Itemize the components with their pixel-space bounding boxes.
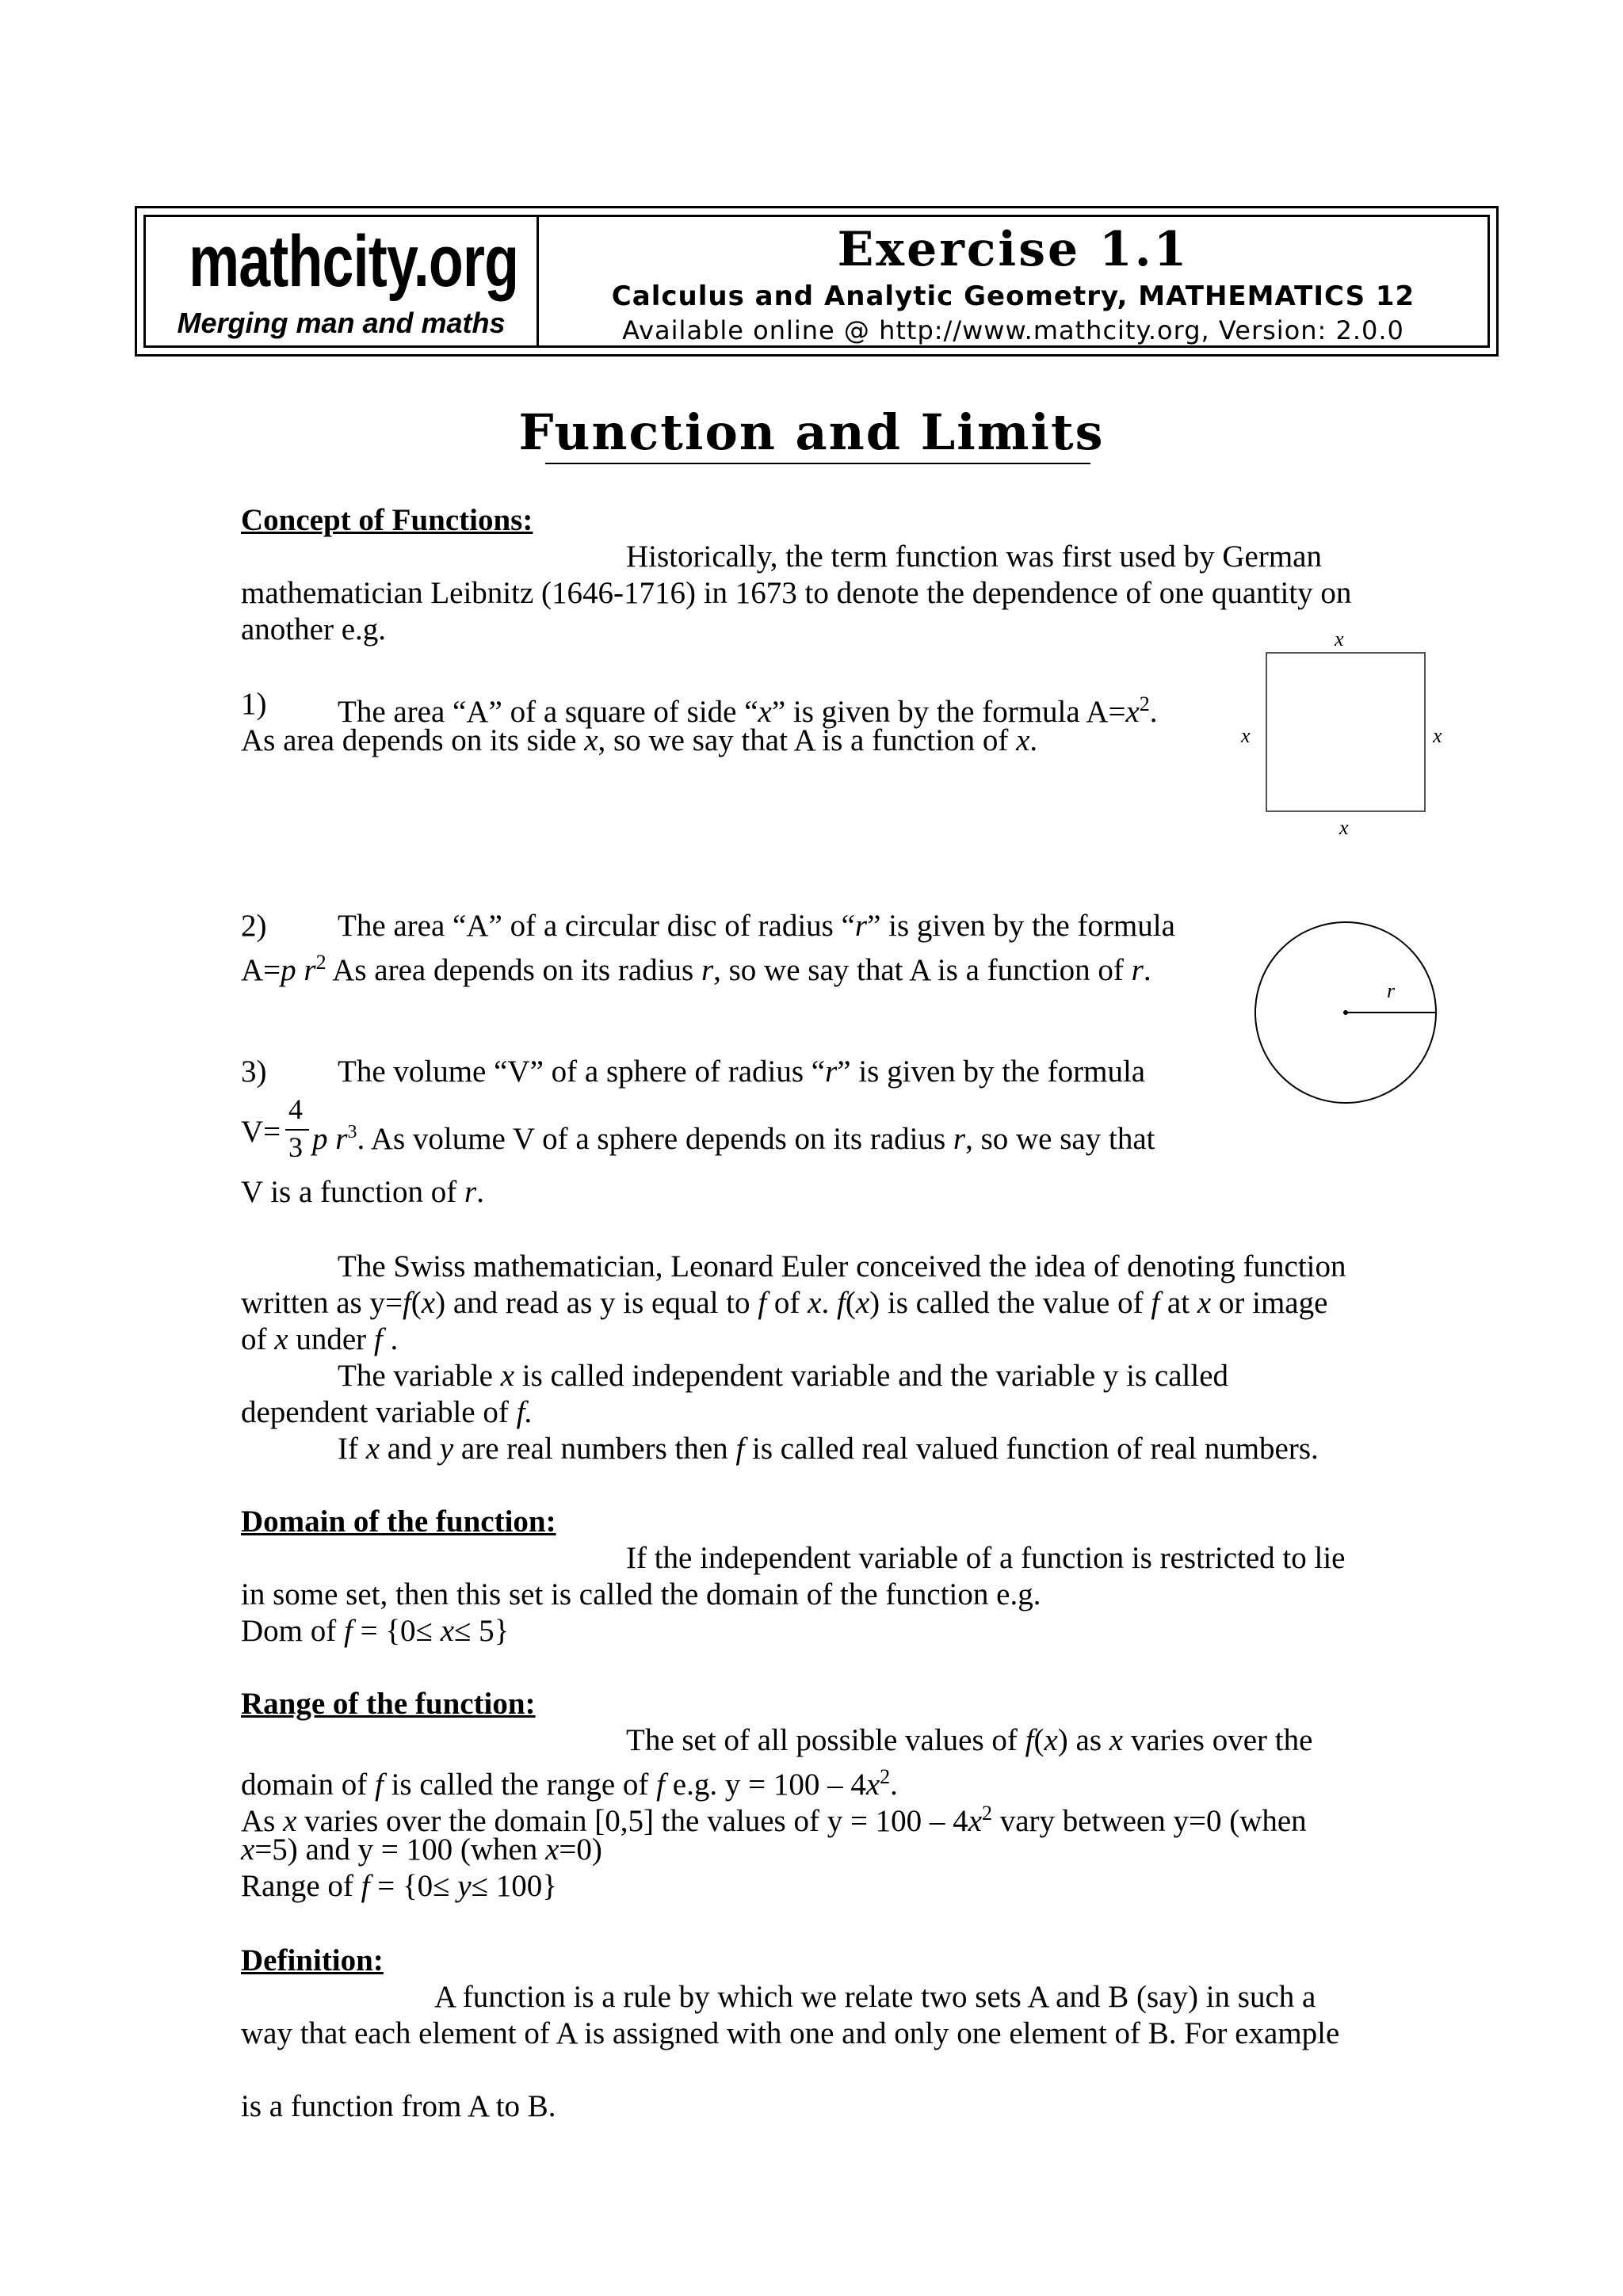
site-tagline: Merging man and maths [177, 307, 506, 339]
range-line-2: domain of f is called the range of f e.g. $y = 100 - 4x^2$. [241, 1765, 898, 1802]
euler-line-2: written as y=f(x) and read as y is equal to f of x. f(x) is called the value of f at x or image [241, 1286, 1328, 1320]
range-line-5: Range of f = {0≤ y≤ 100} [241, 1869, 558, 1903]
square-label-top: x [1335, 627, 1344, 650]
square-shape [1266, 653, 1425, 811]
variable-line-1: The variable x is called independent variable and the variable y is called [338, 1359, 1229, 1393]
section-heading-concept: Concept of Functions: [241, 503, 533, 537]
center-point [1343, 1010, 1348, 1015]
concept-line-2: mathematician Leibnitz (1646-1716) in 1673 to denote the dependence of one quantity on [241, 576, 1352, 610]
header-inner-frame [143, 215, 1490, 348]
exercise-title: Exercise 1.1 [837, 222, 1190, 277]
circle-radius-label: r [1387, 979, 1396, 1002]
real-valued-line: If x and y are real numbers then f is called real valued function of real numbers. [338, 1432, 1319, 1466]
item1-line-2: As area depends on its side x, so we say that A is a function of x. [241, 723, 1038, 757]
definition-line-1: A function is a rule by which we relate two sets A and B (say) in such a [434, 1980, 1316, 2014]
definition-line-2: way that each element of A is assigned with one and only one element of B. For example [241, 2016, 1340, 2050]
item-number-2: 2) [241, 909, 267, 943]
site-logo: mathcity.org [189, 221, 519, 302]
item3-line-1: The volume “V” of a sphere of radius “r” is given by the formula [338, 1055, 1146, 1089]
fraction-bar [285, 1129, 309, 1131]
exercise-subtitle: Calculus and Analytic Geometry, MATHEMATICS 12 [611, 280, 1415, 312]
variable-line-2: dependent variable of f. [241, 1395, 533, 1429]
exercise-online-info: Available online @ http://www.mathcity.org, Version: 2.0.0 [622, 315, 1404, 345]
euler-line-3: of x under f . [241, 1322, 399, 1356]
title-underline [545, 463, 1090, 464]
euler-line-1: The Swiss mathematician, Leonard Euler conceived the idea of denoting function [338, 1249, 1346, 1283]
item2-line-1: The area “A” of a circular disc of radius “r” is given by the formula [338, 909, 1175, 943]
concept-line-1: Historically, the term function was first used by German [626, 540, 1322, 574]
section-heading-domain: Domain of the function: [241, 1505, 556, 1539]
circle-figure [1252, 919, 1442, 1109]
fraction-denominator: 3 [288, 1131, 303, 1163]
range-line-4: x=5) and y = 100 (when x=0) [241, 1833, 602, 1867]
item-number-3: 3) [241, 1055, 267, 1089]
item3-line-2: p $r^3$. As volume V of a sphere depends on its radius r, so we say that [312, 1122, 1155, 1156]
range-line-1: The set of all possible values of f(x) as x varies over the [626, 1723, 1313, 1757]
item2-line-2: A=p $r^2$ As area depends on its radius r, so we say that A is a function of r. [241, 951, 1151, 987]
square-label-bottom: x [1339, 816, 1349, 839]
item3-line-3: V is a function of r. [241, 1175, 484, 1209]
definition-line-3: is a function from A to B. [241, 2089, 556, 2123]
square-label-right: x [1433, 724, 1442, 747]
fraction-numerator: 4 [288, 1093, 303, 1125]
domain-line-2: in some set, then this set is called the domain of the function e.g. [241, 1577, 1041, 1611]
section-heading-range: Range of the function: [241, 1687, 536, 1721]
header-box [135, 206, 1499, 357]
item1-line-1: The area “A” of a square of side “x” is given by the formula $A=x^2$. [338, 692, 1158, 729]
concept-line-3: another e.g. [241, 612, 387, 646]
section-heading-definition: Definition: [241, 1943, 384, 1978]
volume-v-equals: V= [241, 1115, 281, 1149]
page-title: Function and Limits [518, 403, 1105, 461]
item-number-1: 1) [241, 687, 267, 721]
domain-line-3: Dom of f = {0≤ x≤ 5} [241, 1614, 510, 1648]
range-line-3: As x varies over the domain [0,5] the values of $y = 100 - 4x^2$ vary between y=0 (when [241, 1802, 1307, 1838]
domain-line-1: If the independent variable of a function is restricted to lie [626, 1541, 1346, 1575]
square-label-left: x [1241, 724, 1251, 747]
